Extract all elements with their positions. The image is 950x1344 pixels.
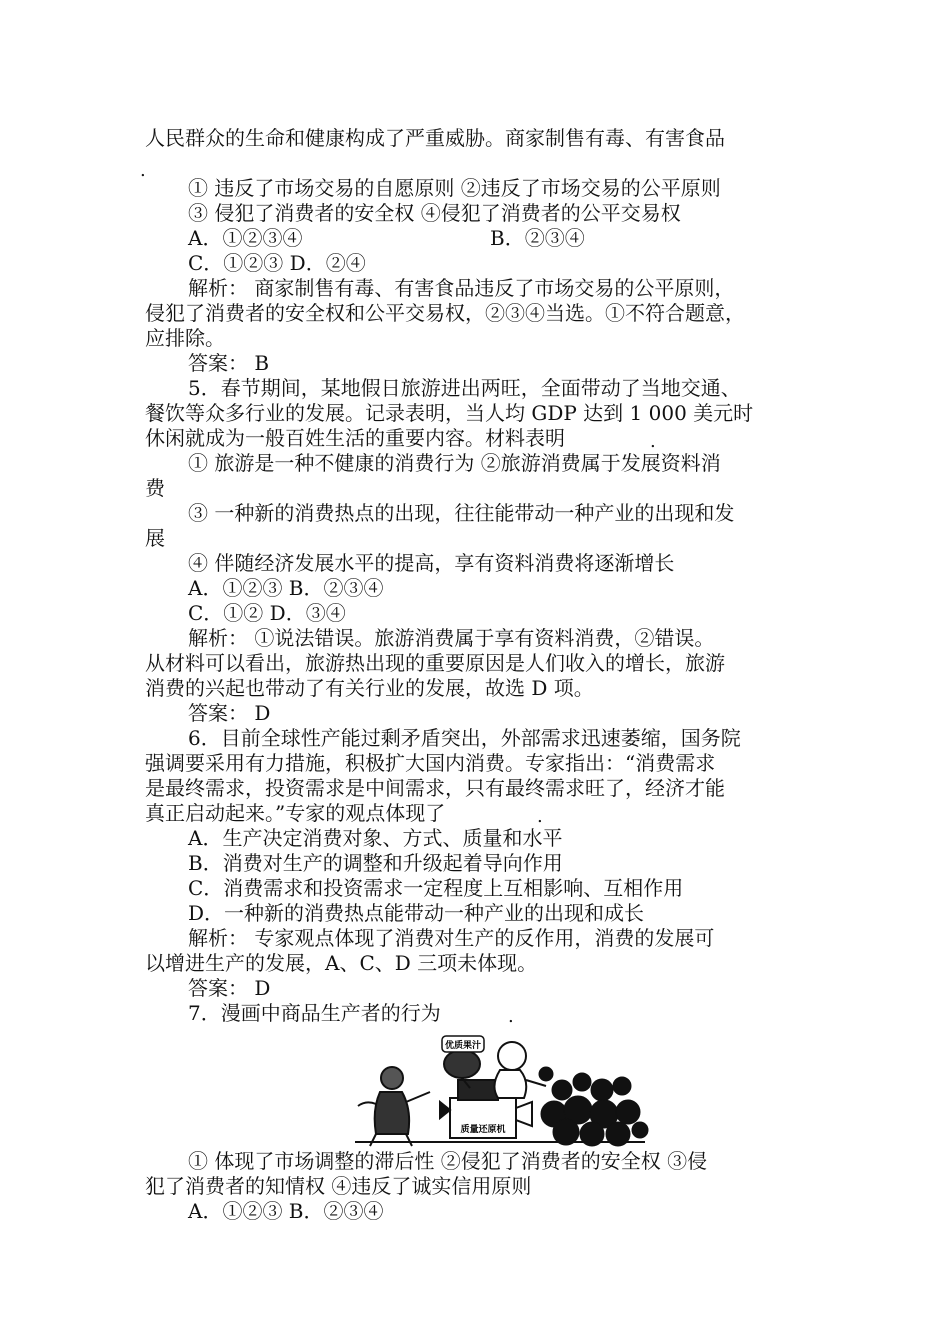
text-line: 费	[145, 476, 165, 500]
text-line: 强调要采用有力措施，积极扩大国内消费。专家指出：“消费需求	[145, 751, 716, 775]
text-line: 以增进生产的发展，A、C、D 三项未体现。	[145, 951, 538, 975]
choice-line: C．①② D．③④	[188, 601, 346, 625]
answer-blank-dot: .	[140, 160, 146, 181]
answer-line: 答案： D	[188, 976, 271, 1000]
text-line: 消费的兴起也带动了有关行业的发展，故选 D 项。	[145, 676, 594, 700]
choice-a: A．生产决定消费对象、方式、质量和水平	[188, 826, 563, 850]
choice-line: A．①②③ B．②③④	[188, 1199, 384, 1223]
question-7: 7．漫画中商品生产者的行为	[188, 1001, 441, 1025]
text-line: 真正启动起来。”专家的观点体现了	[145, 801, 446, 825]
choice-line: A．①②③ B．②③④	[188, 576, 384, 600]
choice-d: D．一种新的消费热点能带动一种产业的出现和成长	[188, 901, 645, 925]
text-line: 应排除。	[145, 326, 225, 350]
option-line: ① 体现了市场调整的滞后性 ②侵犯了消费者的安全权 ③侵	[188, 1149, 708, 1173]
option-line: ③ 一种新的消费热点的出现，往往能带动一种产业的出现和发	[188, 501, 735, 525]
choice-line: C．①②③ D．②④	[188, 251, 366, 275]
analysis-line: 解析： ①说法错误。旅游消费属于享有资料消费，②错误。	[188, 626, 715, 650]
text-line: 从材料可以看出，旅游热出现的重要原因是人们收入的增长，旅游	[145, 651, 725, 675]
text-line: 是最终需求，投资需求是中间需求，只有最终需求旺了，经济才能	[145, 776, 725, 800]
text-line: 休闲就成为一般百姓生活的重要内容。材料表明	[145, 426, 565, 450]
text-line: 人民群众的生命和健康构成了严重威胁。商家制售有毒、有害食品	[145, 126, 725, 150]
analysis-line: 解析： 商家制售有毒、有害食品违反了市场交易的公平原则，	[188, 276, 735, 300]
answer-blank-dot: .	[537, 806, 543, 827]
answer-line: 答案： B	[188, 351, 270, 375]
choice-a: A．①②③④	[188, 226, 303, 250]
option-line: ① 旅游是一种不健康的消费行为 ②旅游消费属于发展资料消	[188, 451, 721, 475]
option-line: ④ 伴随经济发展水平的提高，享有资料消费将逐渐增长	[188, 551, 675, 575]
text-line: 餐饮等众多行业的发展。记录表明，当人均 GDP 达到 1 000 美元时	[145, 401, 754, 425]
juice-sign-label: 优质果汁	[444, 1041, 482, 1051]
text-line: 展	[145, 526, 165, 550]
answer-line: 答案： D	[188, 701, 271, 725]
text-line: 侵犯了消费者的安全权和公平交易权，②③④当选。①不符合题意，	[145, 301, 745, 325]
analysis-line: 解析： 专家观点体现了消费对生产的反作用，消费的发展可	[188, 926, 715, 950]
question-6: 6．目前全球性产能过剩矛盾突出，外部需求迅速萎缩，国务院	[188, 726, 741, 750]
answer-blank-dot: .	[508, 1006, 514, 1027]
choice-b: B．消费对生产的调整和升级起着导向作用	[188, 851, 563, 875]
cartoon-illustration	[350, 1030, 650, 1150]
option-line: ① 违反了市场交易的自愿原则 ②违反了市场交易的公平原则	[188, 176, 721, 200]
option-line: ③ 侵犯了消费者的安全权 ④侵犯了消费者的公平交易权	[188, 201, 681, 225]
choice-c: C．消费需求和投资需求一定程度上互相影响、互相作用	[188, 876, 684, 900]
rotten-fruit-pile	[539, 1067, 648, 1146]
consumer-figure	[358, 1067, 430, 1146]
text-line: 犯了消费者的知情权 ④违反了诚实信用原则	[145, 1174, 532, 1198]
machine-sign-label: 质量还原机	[460, 1125, 506, 1135]
choice-b: B．②③④	[490, 226, 585, 250]
answer-blank-dot: .	[650, 431, 656, 452]
producer-figure	[494, 1042, 546, 1098]
question-5: 5．春节期间，某地假日旅游进出两旺，全面带动了当地交通、	[188, 376, 741, 400]
